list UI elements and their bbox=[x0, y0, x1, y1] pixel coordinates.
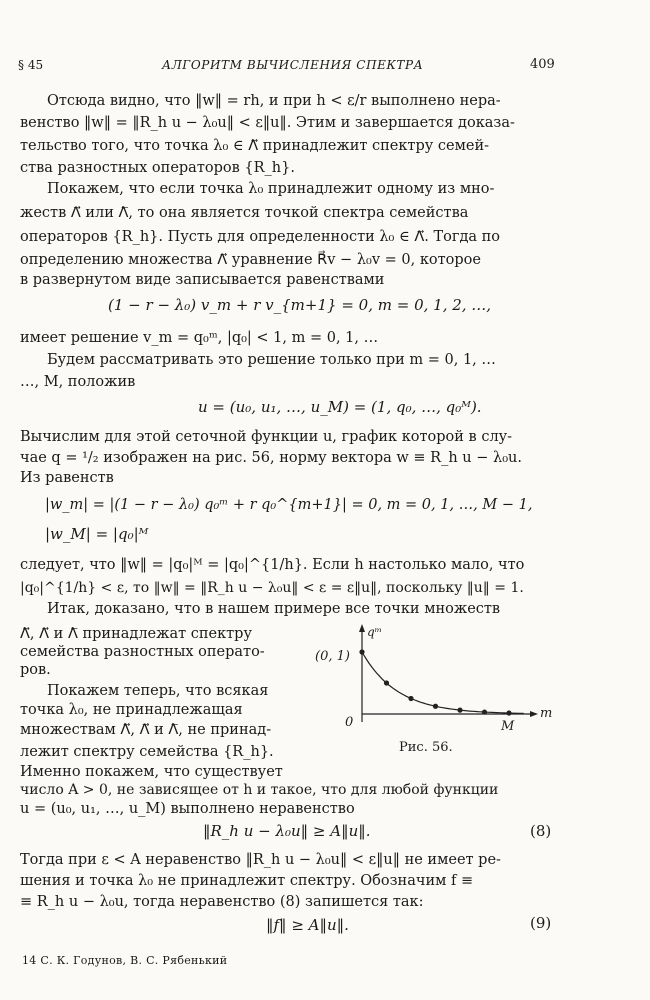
equation-w-m: |w_m| = |(1 − r − λ₀) q₀ᵐ + r q₀^{m+1}| = 0, m = 0, 1, …, M − 1, bbox=[45, 497, 533, 513]
body-line: венство ‖w‖ = ‖R_h u − λ₀u‖ < ε‖u‖. Этим и завершается доказа- bbox=[20, 115, 515, 131]
equation-recurrence: (1 − r − λ₀) v_m + r v_{m+1} = 0, m = 0, 1, 2, …, bbox=[108, 296, 492, 314]
body-line: в развернутом виде записывается равенствами bbox=[20, 272, 385, 288]
body-line: тельство того, что точка λ₀ ∈ Λ⃡ принадлежит спектру семей- bbox=[20, 138, 490, 154]
data-point bbox=[384, 680, 389, 685]
body-line: ства разностных операторов {R_h}. bbox=[20, 160, 295, 176]
running-title: АЛГОРИТМ ВЫЧИСЛЕНИЯ СПЕКТРА bbox=[162, 58, 424, 72]
page-number: 409 bbox=[530, 57, 555, 72]
body-line: ров. bbox=[20, 662, 51, 678]
body-line: |q₀|^{1/h} < ε, то ‖w‖ = ‖R_h u − λ₀u‖ < ε = ε‖u‖, поскольку ‖u‖ = 1. bbox=[20, 580, 524, 596]
equation-8: ‖R_h u − λ₀u‖ ≥ A‖u‖. bbox=[203, 822, 371, 840]
data-point bbox=[457, 708, 462, 713]
body-line: Именно покажем, что существует bbox=[20, 764, 283, 780]
body-line: точка λ₀, не принадлежащая bbox=[20, 702, 243, 718]
y-axis-label: qᵐ bbox=[367, 625, 383, 639]
x-axis-arrow bbox=[530, 711, 538, 717]
body-line: Тогда при ε < A неравенство ‖R_h u − λ₀u‖ < ε‖u‖ не имеет ре- bbox=[20, 852, 501, 868]
body-line: имеет решение v_m = q₀ᵐ, |q₀| < 1, m = 0, 1, … bbox=[20, 330, 379, 346]
body-line: число A > 0, не зависящее от h и такое, что для любой функции bbox=[20, 782, 499, 798]
body-line: Будем рассматривать это решение только при m = 0, 1, … bbox=[47, 352, 496, 368]
x-axis-label: m bbox=[540, 706, 553, 721]
body-line: следует, что ‖w‖ = |q₀|ᴹ = |q₀|^{1/h}. Если h настолько мало, что bbox=[20, 557, 525, 573]
body-line: Из равенств bbox=[20, 470, 114, 486]
body-line: Покажем, что если точка λ₀ принадлежит одному из мно- bbox=[47, 181, 495, 197]
body-line: жеств Λ⃗ или Λ⃖, то она является точкой спектра семейства bbox=[20, 205, 469, 221]
start-point-label: (0, 1) bbox=[315, 649, 350, 664]
body-line: семейства разностных операто- bbox=[20, 644, 265, 660]
figure-56 bbox=[305, 622, 555, 752]
body-line: определению множества Λ⃗ уравнение R⃗v − λ₀v = 0, которое bbox=[20, 252, 481, 268]
data-point bbox=[359, 649, 364, 654]
body-line: Λ⃡, Λ⃗ и Λ⃖ принадлежат спектру bbox=[20, 626, 252, 642]
section-number: § 45 bbox=[18, 58, 44, 72]
equation-8-number: (8) bbox=[530, 822, 552, 840]
body-line: операторов {R_h}. Пусть для определенности λ₀ ∈ Λ⃗. Тогда по bbox=[20, 229, 501, 245]
data-point bbox=[433, 704, 438, 709]
body-line: u = (u₀, u₁, …, u_M) выполнено неравенство bbox=[20, 801, 355, 817]
body-line: Отсюда видно, что ‖w‖ = rh, и при h < ε/r выполнено нера- bbox=[47, 93, 501, 109]
equation-u-definition: u = (u₀, u₁, …, u_M) = (1, q₀, …, q₀ᴹ). bbox=[198, 398, 482, 416]
equation-w-M: |w_M| = |q₀|ᴹ bbox=[45, 525, 149, 543]
equation-9: ‖f‖ ≥ A‖u‖. bbox=[266, 916, 349, 934]
body-line: Итак, доказано, что в нашем примере все точки множеств bbox=[47, 601, 501, 617]
figure-caption: Рис. 56. bbox=[399, 740, 453, 755]
body-line: шения и точка λ₀ не принадлежит спектру. Обозначим f ≡ bbox=[20, 873, 474, 889]
body-line: …, M, положив bbox=[20, 374, 136, 390]
data-point bbox=[408, 696, 413, 701]
body-line: ≡ R_h u − λ₀u, тогда неравенство (8) запишется так: bbox=[20, 894, 424, 910]
printer-signature: 14 С. К. Годунов, В. С. Рябенький bbox=[22, 954, 228, 967]
body-line: множествам Λ⃡, Λ⃗ и Λ⃖, не принад- bbox=[20, 722, 272, 738]
body-line: Вычислим для этой сеточной функции u, график которой в слу- bbox=[20, 429, 513, 445]
end-label: M bbox=[501, 719, 515, 734]
y-axis-arrow bbox=[359, 624, 365, 632]
body-line: Покажем теперь, что всякая bbox=[47, 683, 269, 699]
data-point bbox=[482, 709, 487, 714]
body-line: чае q = ¹/₂ изображен на рис. 56, норму вектора w ≡ R_h u − λ₀u. bbox=[20, 450, 522, 466]
origin-label: 0 bbox=[345, 715, 354, 730]
body-line: лежит спектру семейства {R_h}. bbox=[20, 744, 274, 760]
data-point bbox=[506, 710, 511, 715]
equation-9-number: (9) bbox=[530, 914, 552, 932]
